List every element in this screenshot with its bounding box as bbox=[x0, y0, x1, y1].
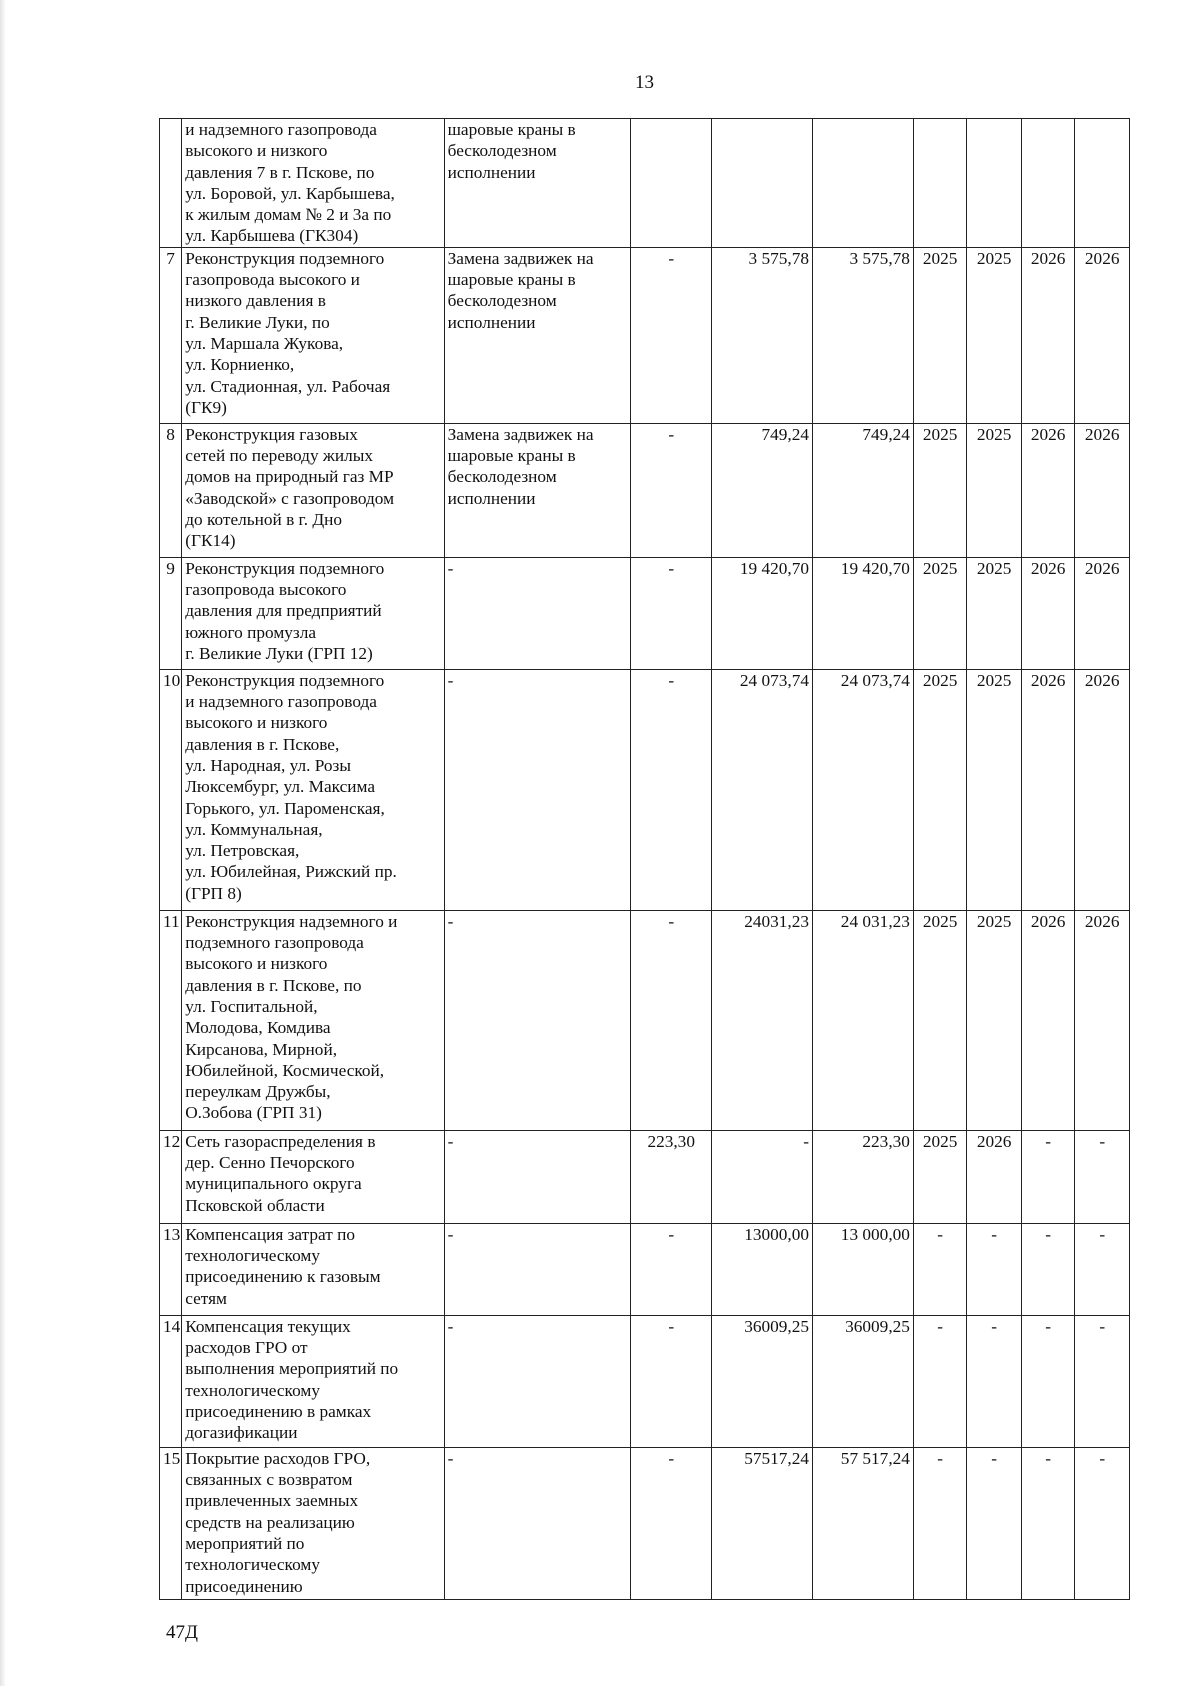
work-description-cell bbox=[444, 119, 631, 248]
year-2: 2025 bbox=[976, 911, 1012, 931]
year-3: 2026 bbox=[1030, 248, 1066, 268]
table-row bbox=[160, 1447, 1130, 1599]
value-total: 3 575,78 bbox=[849, 248, 910, 268]
activity-name: и надземного газопровода высокого и низкого давления 7 в г. Пскове, по ул. Боровой, ул. Карбышева, к жилым домам № 2 и 3а по ул. Карбышева (ГК304) bbox=[185, 120, 395, 246]
table-row bbox=[160, 423, 1130, 557]
table-row bbox=[160, 557, 1130, 669]
year-3: - bbox=[1045, 1131, 1052, 1151]
value-total-cell bbox=[813, 423, 914, 557]
year-2: - bbox=[991, 1316, 998, 1336]
table-row bbox=[160, 247, 1130, 423]
year-3: - bbox=[1045, 1224, 1052, 1244]
value-total-cell bbox=[813, 910, 914, 1130]
year-2-cell bbox=[967, 1130, 1022, 1223]
row-number: 9 bbox=[166, 558, 175, 578]
year-3: 2026 bbox=[1030, 911, 1066, 931]
activity-name-cell bbox=[182, 557, 444, 669]
year-2-cell bbox=[967, 1223, 1022, 1315]
value-total: 223,30 bbox=[862, 1131, 910, 1151]
activity-name: Покрытие расходов ГРО, связанных с возвратом привлеченных заемных средств на реализацию мероприятий по технологическому присоединению bbox=[185, 1448, 371, 1596]
year-1: 2025 bbox=[922, 911, 958, 931]
year-2-cell bbox=[967, 1315, 1022, 1447]
value-total: 13 000,00 bbox=[840, 1224, 910, 1244]
activity-name-cell bbox=[182, 1223, 444, 1315]
year-3: 2026 bbox=[1030, 558, 1066, 578]
year-1: 2025 bbox=[922, 670, 958, 690]
year-3: 2026 bbox=[1030, 670, 1066, 690]
row-number: 13 bbox=[163, 1224, 181, 1244]
value-2-cell bbox=[712, 669, 813, 910]
value-total-cell bbox=[813, 119, 914, 248]
activity-name-cell bbox=[182, 669, 444, 910]
activity-name-cell bbox=[182, 119, 444, 248]
value-2-cell bbox=[712, 1130, 813, 1223]
value-1-cell bbox=[631, 1447, 712, 1599]
work-description: - bbox=[447, 670, 454, 690]
year-4-cell bbox=[1075, 423, 1130, 557]
year-2: 2026 bbox=[976, 1131, 1012, 1151]
value-total-cell bbox=[813, 1315, 914, 1447]
work-description-cell bbox=[444, 423, 631, 557]
row-number-cell bbox=[160, 423, 182, 557]
value-2-cell bbox=[712, 557, 813, 669]
year-1-cell bbox=[913, 669, 966, 910]
activity-name-cell bbox=[182, 910, 444, 1130]
year-1-cell bbox=[913, 423, 966, 557]
activity-name: Реконструкция газовых сетей по переводу жилых домов на природный газ МР «Заводской» с газопроводом до котельной в г. Дно (ГК14) bbox=[185, 424, 395, 551]
work-description: шаровые краны в бесколодезном исполнении bbox=[447, 120, 576, 182]
year-1-cell bbox=[913, 1447, 966, 1599]
row-number: 14 bbox=[163, 1316, 181, 1336]
year-1-cell bbox=[913, 557, 966, 669]
value-1-cell bbox=[631, 119, 712, 248]
activity-name-cell bbox=[182, 247, 444, 423]
value-total-cell bbox=[813, 669, 914, 910]
value-1: - bbox=[668, 1316, 675, 1336]
row-number-cell bbox=[160, 910, 182, 1130]
value-1-cell bbox=[631, 423, 712, 557]
row-number-cell bbox=[160, 1447, 182, 1599]
year-1: 2025 bbox=[922, 1131, 958, 1151]
value-2-cell bbox=[712, 423, 813, 557]
year-4: - bbox=[1099, 1316, 1106, 1336]
year-2-cell bbox=[967, 423, 1022, 557]
year-4: - bbox=[1099, 1448, 1106, 1468]
activity-name: Реконструкция надземного и подземного газопровода высокого и низкого давления в г. Пскове, по ул. Госпитальной, Молодова, Комдива Кирсанова, Мирной, Юбилейной, Космической, переулкам Дружбы, О.Зобова (ГРП 31) bbox=[185, 911, 398, 1123]
value-2-cell bbox=[712, 119, 813, 248]
year-2-cell bbox=[967, 119, 1022, 248]
work-description-cell bbox=[444, 247, 631, 423]
year-4-cell bbox=[1075, 247, 1130, 423]
year-1: 2025 bbox=[922, 424, 958, 444]
value-1: - bbox=[668, 1448, 675, 1468]
row-number-cell bbox=[160, 1130, 182, 1223]
year-2: - bbox=[991, 1448, 998, 1468]
year-2-cell bbox=[967, 247, 1022, 423]
year-4-cell bbox=[1075, 1447, 1130, 1599]
year-2-cell bbox=[967, 910, 1022, 1130]
value-total-cell bbox=[813, 1130, 914, 1223]
value-total: 749,24 bbox=[862, 424, 910, 444]
row-number-cell bbox=[160, 1223, 182, 1315]
work-description: - bbox=[447, 1448, 454, 1468]
year-2-cell bbox=[967, 557, 1022, 669]
activity-name-cell bbox=[182, 1447, 444, 1599]
value-1-cell bbox=[631, 1315, 712, 1447]
row-number-cell bbox=[160, 669, 182, 910]
year-4-cell bbox=[1075, 119, 1130, 248]
year-4-cell bbox=[1075, 669, 1130, 910]
value-2-cell bbox=[712, 910, 813, 1130]
year-2-cell bbox=[967, 1447, 1022, 1599]
year-4: 2026 bbox=[1084, 558, 1120, 578]
work-description: - bbox=[447, 558, 454, 578]
year-3: 2026 bbox=[1030, 424, 1066, 444]
year-4-cell bbox=[1075, 1315, 1130, 1447]
row-number: 8 bbox=[166, 424, 175, 444]
value-2: 19 420,70 bbox=[739, 558, 809, 578]
value-total: 19 420,70 bbox=[840, 558, 910, 578]
year-1: - bbox=[937, 1316, 944, 1336]
value-2: 36009,25 bbox=[744, 1316, 809, 1336]
value-2: 749,24 bbox=[761, 424, 809, 444]
year-3-cell bbox=[1021, 669, 1074, 910]
work-description-cell bbox=[444, 669, 631, 910]
value-total-cell bbox=[813, 247, 914, 423]
year-3-cell bbox=[1021, 1447, 1074, 1599]
activity-name: Реконструкция подземного газопровода высокого и низкого давления в г. Великие Луки, по ул. Маршала Жукова, ул. Корниенко, ул. Стадионная, ул. Рабочая (ГК9) bbox=[185, 248, 391, 417]
value-total: 24 031,23 bbox=[840, 911, 910, 931]
value-1: - bbox=[668, 424, 675, 444]
value-total-cell bbox=[813, 557, 914, 669]
table-row bbox=[160, 119, 1130, 248]
table-row bbox=[160, 1223, 1130, 1315]
year-1: - bbox=[937, 1448, 944, 1468]
year-4: - bbox=[1099, 1131, 1106, 1151]
year-1-cell bbox=[913, 910, 966, 1130]
value-2: 3 575,78 bbox=[748, 248, 809, 268]
value-1: - bbox=[668, 558, 675, 578]
work-description: - bbox=[447, 1131, 454, 1151]
year-4-cell bbox=[1075, 910, 1130, 1130]
row-number-cell bbox=[160, 557, 182, 669]
row-number-cell bbox=[160, 247, 182, 423]
year-2: 2025 bbox=[976, 558, 1012, 578]
value-1-cell bbox=[631, 557, 712, 669]
work-description-cell bbox=[444, 1447, 631, 1599]
row-number: 15 bbox=[163, 1448, 181, 1468]
row-number: 12 bbox=[163, 1131, 181, 1151]
table-row bbox=[160, 1315, 1130, 1447]
work-description-cell bbox=[444, 910, 631, 1130]
work-description: - bbox=[447, 1224, 454, 1244]
value-1: 223,30 bbox=[647, 1131, 695, 1151]
year-3-cell bbox=[1021, 557, 1074, 669]
activity-name-cell bbox=[182, 423, 444, 557]
activity-name: Реконструкция подземного и надземного газопровода высокого и низкого давления в г. Пскове, ул. Народная, ул. Розы Люксембург, ул. Максима Горького, ул. Пароменская, ул. Коммунальная, ул. Петровская, ул. Юбилейная, Рижский пр. (ГРП 8) bbox=[185, 670, 397, 903]
year-3-cell bbox=[1021, 910, 1074, 1130]
value-1: - bbox=[668, 248, 675, 268]
row-number: 7 bbox=[166, 248, 175, 268]
work-description: Замена задвижек на шаровые краны в бесколодезном исполнении bbox=[447, 424, 594, 508]
value-1-cell bbox=[631, 1223, 712, 1315]
activity-name-cell bbox=[182, 1130, 444, 1223]
work-description: - bbox=[447, 1316, 454, 1336]
year-2: - bbox=[991, 1224, 998, 1244]
value-1-cell bbox=[631, 1130, 712, 1223]
value-2-cell bbox=[712, 1447, 813, 1599]
year-4-cell bbox=[1075, 1130, 1130, 1223]
year-1-cell bbox=[913, 119, 966, 248]
year-4: 2026 bbox=[1084, 424, 1120, 444]
year-3: - bbox=[1045, 1316, 1052, 1336]
value-2: 57517,24 bbox=[744, 1448, 809, 1468]
year-1-cell bbox=[913, 247, 966, 423]
year-4-cell bbox=[1075, 557, 1130, 669]
year-2: 2025 bbox=[976, 670, 1012, 690]
row-number: 10 bbox=[163, 670, 181, 690]
year-3: - bbox=[1045, 1448, 1052, 1468]
year-3-cell bbox=[1021, 247, 1074, 423]
value-2-cell bbox=[712, 1223, 813, 1315]
work-description-cell bbox=[444, 1130, 631, 1223]
year-1: - bbox=[937, 1224, 944, 1244]
work-description-cell bbox=[444, 1223, 631, 1315]
value-1-cell bbox=[631, 669, 712, 910]
year-1-cell bbox=[913, 1223, 966, 1315]
year-1-cell bbox=[913, 1130, 966, 1223]
year-1: 2025 bbox=[922, 558, 958, 578]
scan-edge bbox=[0, 0, 6, 1686]
activity-name: Реконструкция подземного газопровода высокого давления для предприятий южного промузла г. Великие Луки (ГРП 12) bbox=[185, 558, 385, 663]
value-2-cell bbox=[712, 247, 813, 423]
value-2: 24031,23 bbox=[744, 911, 809, 931]
footer-code: 47Д bbox=[166, 1622, 198, 1643]
value-total: 36009,25 bbox=[845, 1316, 910, 1336]
row-number-cell bbox=[160, 1315, 182, 1447]
table-row bbox=[160, 669, 1130, 910]
table-body bbox=[160, 119, 1130, 1600]
year-2: 2025 bbox=[976, 424, 1012, 444]
value-1-cell bbox=[631, 247, 712, 423]
year-3-cell bbox=[1021, 1130, 1074, 1223]
value-total: 24 073,74 bbox=[840, 670, 910, 690]
activity-name: Компенсация текущих расходов ГРО от выполнения мероприятий по технологическому присоединению в рамках догазификации bbox=[185, 1316, 399, 1443]
value-total: 57 517,24 bbox=[840, 1448, 910, 1468]
value-1: - bbox=[668, 1224, 675, 1244]
value-2-cell bbox=[712, 1315, 813, 1447]
year-1: 2025 bbox=[922, 248, 958, 268]
row-number: 11 bbox=[163, 911, 180, 931]
year-4: - bbox=[1099, 1224, 1106, 1244]
value-1: - bbox=[668, 911, 675, 931]
table-row bbox=[160, 910, 1130, 1130]
work-description-cell bbox=[444, 1315, 631, 1447]
year-2: 2025 bbox=[976, 248, 1012, 268]
row-number-cell bbox=[160, 119, 182, 248]
year-2-cell bbox=[967, 669, 1022, 910]
activity-name-cell bbox=[182, 1315, 444, 1447]
activity-name: Сеть газораспределения в дер. Сенно Печорского муниципального округа Псковской области bbox=[185, 1131, 376, 1215]
work-description-cell bbox=[444, 557, 631, 669]
program-table bbox=[159, 118, 1130, 1600]
year-4: 2026 bbox=[1084, 670, 1120, 690]
table-row bbox=[160, 1130, 1130, 1223]
activity-name: Компенсация затрат по технологическому присоединению к газовым сетям bbox=[185, 1224, 381, 1308]
value-1-cell bbox=[631, 910, 712, 1130]
value-1: - bbox=[668, 670, 675, 690]
value-total-cell bbox=[813, 1447, 914, 1599]
year-3-cell bbox=[1021, 1223, 1074, 1315]
value-2: 13000,00 bbox=[744, 1224, 809, 1244]
year-1-cell bbox=[913, 1315, 966, 1447]
year-3-cell bbox=[1021, 119, 1074, 248]
year-4: 2026 bbox=[1084, 248, 1120, 268]
year-4: 2026 bbox=[1084, 911, 1120, 931]
value-2: 24 073,74 bbox=[739, 670, 809, 690]
value-total-cell bbox=[813, 1223, 914, 1315]
year-3-cell bbox=[1021, 423, 1074, 557]
page-number: 13 bbox=[635, 72, 654, 93]
work-description: - bbox=[447, 911, 454, 931]
year-4-cell bbox=[1075, 1223, 1130, 1315]
work-description: Замена задвижек на шаровые краны в бесколодезном исполнении bbox=[447, 248, 594, 332]
value-2: - bbox=[803, 1131, 809, 1151]
year-3-cell bbox=[1021, 1315, 1074, 1447]
